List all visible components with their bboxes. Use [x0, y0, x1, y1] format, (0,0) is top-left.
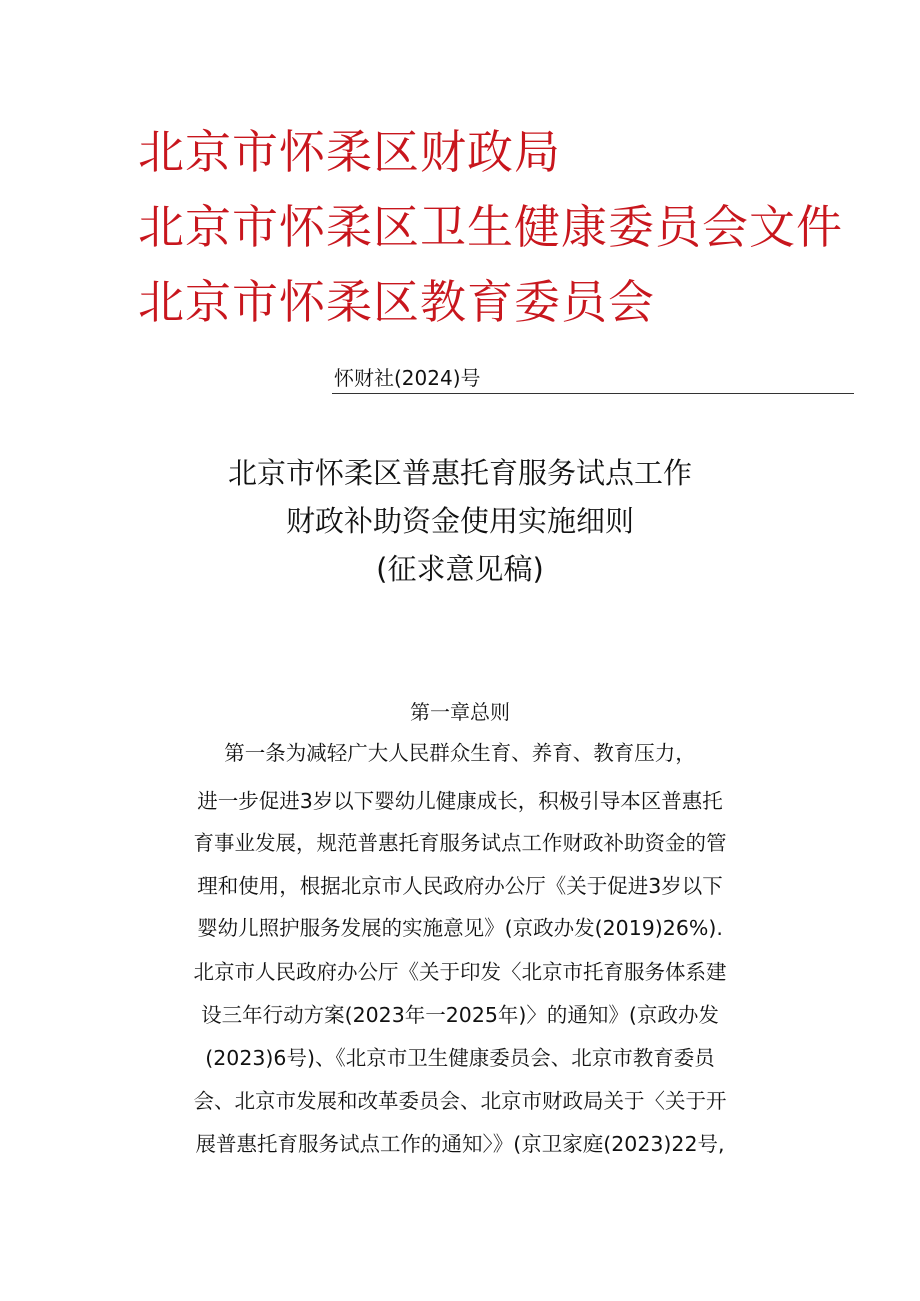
- title-line-2: 财政补助资金使用实施细则: [285, 504, 634, 538]
- header-line-health-commission: 北京市怀柔区卫生健康委员会文件: [138, 200, 843, 254]
- document-number: 怀财社(2024)号: [334, 366, 481, 390]
- body-line: 第一条为减轻广大人民群众生育、养育、教育压力，: [224, 741, 696, 765]
- body-line: 进一步促进3岁以下婴幼儿健康成长，积极引导本区普惠托: [197, 789, 723, 813]
- header-divider: [332, 393, 854, 394]
- title-line-3: (征求意见稿): [376, 552, 544, 586]
- chapter-heading: 第一章总则: [410, 700, 510, 724]
- title-line-1: 北京市怀柔区普惠托育服务试点工作: [227, 456, 692, 490]
- body-line: 婴幼儿照护服务发展的实施意见》(京政办发(2019)26%).: [197, 916, 723, 940]
- header-line-finance-bureau: 北京市怀柔区财政局: [138, 125, 561, 179]
- body-line: 展普惠托育服务试点工作的通知〉》(京卫家庭(2023)22号,: [195, 1132, 725, 1156]
- body-line: 设三年行动方案(2023年一2025年)〉的通知》(京政办发: [201, 1003, 719, 1027]
- body-line: 北京市人民政府办公厅《关于印发〈北京市托育服务体系建: [193, 960, 727, 984]
- body-line: 理和使用，根据北京市人民政府办公厅《关于促进3岁以下: [197, 874, 723, 898]
- body-line: 育事业发展，规范普惠托育服务试点工作财政补助资金的管: [193, 831, 727, 855]
- body-line: 会、北京市发展和改革委员会、北京市财政局关于〈关于开: [193, 1089, 727, 1113]
- header-line-education-commission: 北京市怀柔区教育委员会: [138, 275, 655, 329]
- body-line: (2023)6号)、《北京市卫生健康委员会、北京市教育委员: [205, 1046, 715, 1070]
